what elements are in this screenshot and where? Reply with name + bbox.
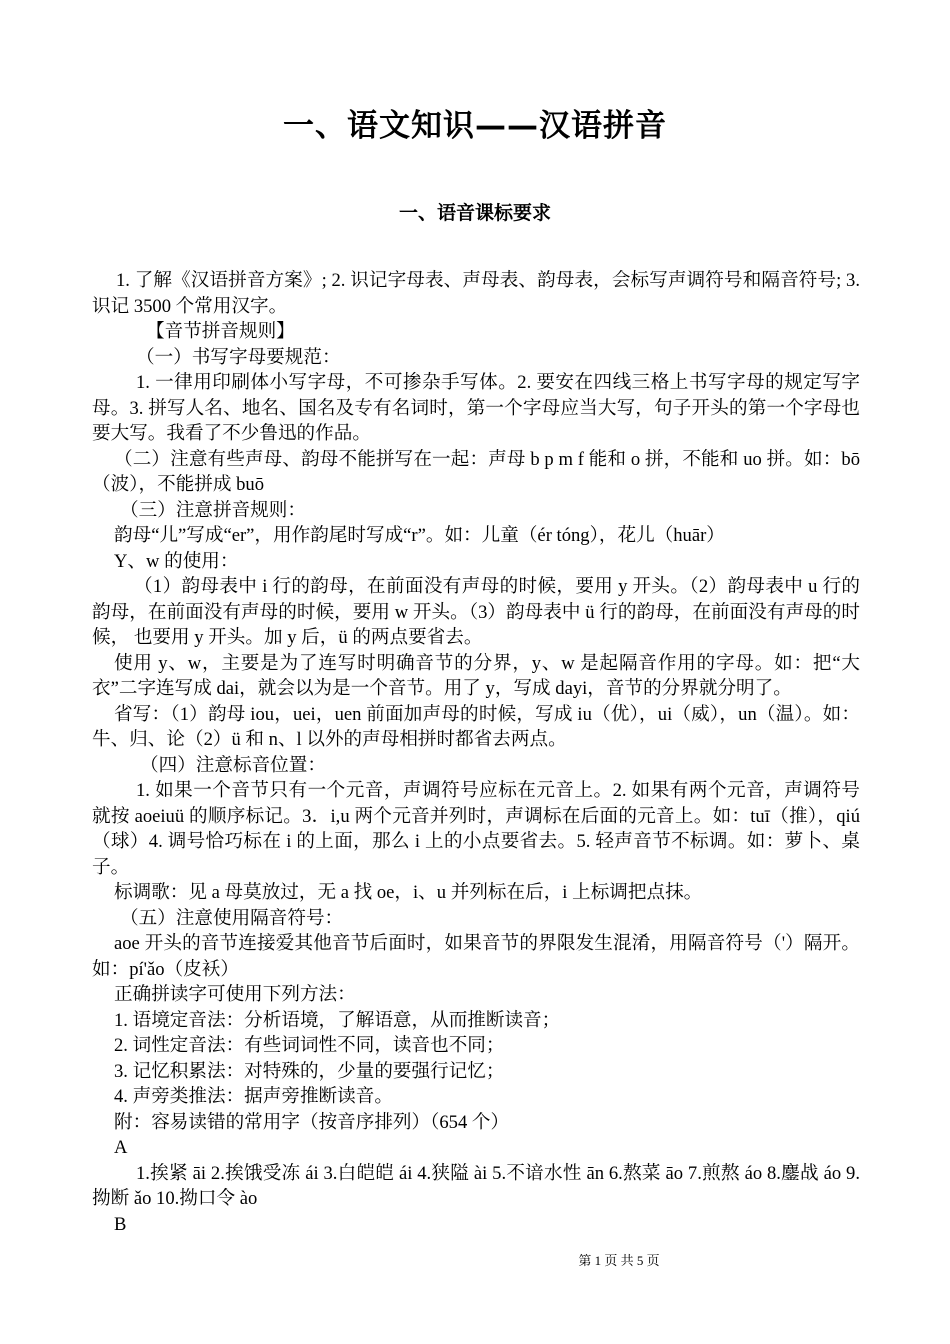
paragraph-heading-2: （二）注意有些声母、韵母不能拼写在一起：声母 b p m f 能和 o 拼，不能和 uo 拼。如：bō （波），不能拼成 buō xyxy=(92,448,860,495)
paragraph-letter-a: A xyxy=(114,1137,128,1158)
paragraph-writing-rules: 1. 一律用印刷体小写字母，不可掺杂手写体。2. 要安在四线三格上书写字母的规定写字母。3. 拼写人名、地名、国名及专有名词时，第一个字母应当大写，句子开头的第一个字母也要大写。我看了不少鲁迅的作品。 xyxy=(92,372,860,444)
paragraph-tone-song: 标调歌：见 a 母莫放过，无 a 找 oe，i、u 并列标在后，i 上标调把点抹。 xyxy=(114,882,703,903)
paragraph-tone-position: 1. 如果一个音节只有一个元音，声调符号应标在元音上。2. 如果有两个元音，声调符号就按 aoeiuü 的顺序标记。3．i,u 两个元音并列时，声调标在后面的元音上。如：tuī（推），qiú（球）4. 调号恰巧标在 i 的上面，那么 i 上的小点要省去。5. 轻声音节不标调。如：萝卜、桌子。 xyxy=(92,780,860,878)
paragraph-method-1: 1. 语境定音法：分析语境，了解语意，从而推断读音； xyxy=(114,1009,561,1031)
document-body xyxy=(92,268,860,1237)
paragraph-heading-5: （五）注意使用隔音符号： xyxy=(120,907,344,929)
paragraph-yw-rules: （1）韵母表中 i 行的韵母，在前面没有声母的时候，要用 y 开头。（2）韵母表中 u 行的韵母，在前面没有声母的时候，要用 w 开头。（3）韵母表中 ü 行的韵母，在前面没有声母的时候， 也要用 y 开头。加 y 后，ü 的两点要省去。 xyxy=(92,576,860,648)
page-footer: 第 1 页 共 5 页 xyxy=(578,1253,660,1268)
paragraph-method-4: 4. 声旁类推法：据声旁推断读音。 xyxy=(114,1086,393,1107)
paragraph-requirements: 1. 了解《汉语拼音方案》; 2. 识记字母表、声母表、韵母表，会标写声调符号和隔音符号; 3. 识记 3500 个常用汉字。 xyxy=(92,270,860,317)
section-heading: 一、语音课标要求 xyxy=(398,202,551,224)
paragraph-heading-4: （四）注意标音位置： xyxy=(140,754,326,776)
document-title: 一、语文知识——汉语拼音 xyxy=(283,108,667,144)
paragraph-rules-heading: 【音节拼音规则】 xyxy=(146,321,295,342)
paragraph-appendix: 附：容易读错的常用字（按音序排列）（654 个） xyxy=(114,1111,510,1133)
paragraph-heading-3: （三）注意拼音规则： xyxy=(120,499,306,521)
paragraph-er: 韵母“儿”写成“er”，用作韵尾时写成“r”。如：儿童（ér tóng），花儿（huār） xyxy=(114,525,725,546)
paragraph-abbreviation: 省写：（1）韵母 iou，uei，uen 前面加声母的时候，写成 iu（优），ui（威），un（温）。如：牛、归、论（2）ü 和 n、l 以外的声母相拼时都省去两点。 xyxy=(92,703,860,750)
paragraph-letter-b: B xyxy=(114,1213,127,1235)
paragraph-method-3: 3. 记忆积累法：对特殊的，少量的要强行记忆； xyxy=(114,1060,505,1082)
paragraph-methods-intro: 正确拼读字可使用下列方法： xyxy=(114,984,356,1005)
paragraph-yw-purpose: 使用 y、w，主要是为了连写时明确音节的分界，y、w 是起隔音作用的字母。如：把“大衣”二字连写成 dai，就会以为是一个音节。用了 y，写成 dayi，音节的分界就分明了。 xyxy=(92,652,860,699)
paragraph-method-2: 2. 词性定音法：有些词词性不同，读音也不同； xyxy=(114,1035,505,1056)
paragraph-yw: Y、w 的使用： xyxy=(114,550,239,572)
paragraph-separator: aoe 开头的音节连接爱其他音节后面时，如果音节的界限发生混淆，用隔音符号（'）隔开。如：pí'ǎo（皮袄） xyxy=(92,933,860,980)
paragraph-heading-1: （一）书写字母要规范： xyxy=(136,346,341,368)
paragraph-a-words: 1.挨紧 āi 2.挨饿受冻 ái 3.白皑皑 ái 4.狭隘 ài 5.不谙水性 ān 6.熬菜 āo 7.煎熬 áo 8.鏖战 áo 9.拗断 ǎo 10.拗口令 ào xyxy=(92,1162,860,1209)
